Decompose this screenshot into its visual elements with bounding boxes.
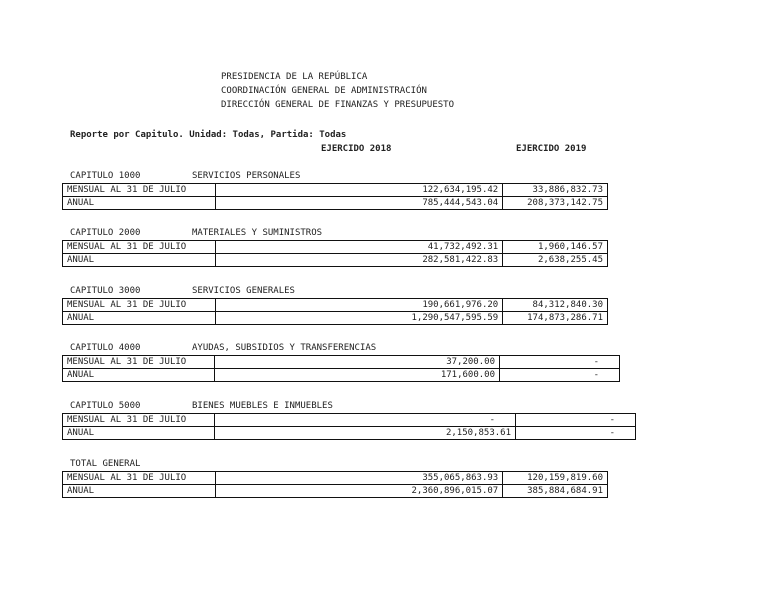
total-table — [62, 471, 608, 498]
value-2019: 208,373,142.75 — [503, 197, 608, 210]
table-row-annual — [63, 485, 608, 498]
chapter-section-2000 — [62, 227, 608, 267]
value-2018: 2,360,896,015.07 — [216, 485, 503, 498]
table-row-annual — [63, 312, 608, 325]
value-2018: 355,065,863.93 — [216, 472, 503, 485]
row-label: ANUAL — [63, 312, 216, 325]
table-row-annual — [63, 369, 620, 382]
value-2019: 2,638,255.45 — [503, 254, 608, 267]
value-2018: 785,444,543.04 — [216, 197, 503, 210]
value-2019: - — [516, 414, 636, 427]
value-2019: - — [500, 356, 620, 369]
row-label: MENSUAL AL 31 DE JULIO — [63, 414, 215, 427]
value-2018: - — [215, 414, 516, 427]
value-2019: - — [500, 369, 620, 382]
table-row-annual — [63, 427, 636, 440]
table-row-annual — [63, 254, 608, 267]
row-label: ANUAL — [63, 485, 216, 498]
chapter-name: BIENES MUEBLES E INMUEBLES — [192, 401, 333, 411]
chapter-table — [62, 240, 608, 267]
row-label: MENSUAL AL 31 DE JULIO — [63, 472, 216, 485]
value-2018: 122,634,195.42 — [216, 184, 503, 197]
value-2019: 33,886,832.73 — [503, 184, 608, 197]
table-row-monthly — [63, 414, 636, 427]
chapter-code: CAPITULO 1000 — [70, 171, 141, 181]
table-row-monthly — [63, 472, 608, 485]
value-2019: 174,873,286.71 — [503, 312, 608, 325]
total-label: TOTAL GENERAL — [70, 459, 141, 469]
column-header-2018: EJERCIDO 2018 — [321, 144, 392, 154]
header-line-direccion: DIRECCIÓN GENERAL DE FINANZAS Y PRESUPUESTO — [221, 100, 454, 110]
chapter-table — [62, 298, 608, 325]
value-2018: 1,290,547,595.59 — [216, 312, 503, 325]
header-line-coordinacion: COORDINACIÓN GENERAL DE ADMINISTRACIÓN — [221, 86, 427, 96]
chapter-code: CAPITULO 5000 — [70, 401, 141, 411]
value-2018: 171,600.00 — [215, 369, 500, 382]
chapter-name: AYUDAS, SUBSIDIOS Y TRANSFERENCIAS — [192, 343, 377, 353]
row-label: ANUAL — [63, 427, 215, 440]
chapter-table — [62, 183, 608, 210]
row-label: ANUAL — [63, 254, 216, 267]
document-header — [221, 71, 454, 113]
value-2018: 282,581,422.83 — [216, 254, 503, 267]
table-row-monthly — [63, 241, 608, 254]
chapter-name: SERVICIOS GENERALES — [192, 286, 295, 296]
chapter-section-5000 — [62, 400, 615, 440]
total-general-section — [62, 458, 608, 498]
column-header-2019: EJERCIDO 2019 — [516, 144, 587, 154]
value-2018: 2,150,853.61 — [215, 427, 516, 440]
row-label: ANUAL — [63, 197, 216, 210]
chapter-code: CAPITULO 4000 — [70, 343, 141, 353]
value-2019: 1,960,146.57 — [503, 241, 608, 254]
table-row-monthly — [63, 299, 608, 312]
row-label: MENSUAL AL 31 DE JULIO — [63, 356, 215, 369]
chapter-name: MATERIALES Y SUMINISTROS — [192, 228, 323, 238]
chapter-section-4000 — [62, 342, 608, 382]
value-2018: 190,661,976.20 — [216, 299, 503, 312]
row-label: ANUAL — [63, 369, 215, 382]
table-row-monthly — [63, 184, 608, 197]
table-row-monthly — [63, 356, 620, 369]
row-label: MENSUAL AL 31 DE JULIO — [63, 241, 216, 254]
value-2019: 84,312,840.30 — [503, 299, 608, 312]
value-2019: - — [516, 427, 636, 440]
chapter-table — [62, 413, 636, 440]
value-2019: 385,884,684.91 — [503, 485, 608, 498]
header-line-presidencia: PRESIDENCIA DE LA REPÚBLICA — [221, 72, 368, 82]
report-title: Reporte por Capitulo. Unidad: Todas, Partida: Todas — [70, 130, 347, 140]
chapter-section-3000 — [62, 285, 608, 325]
row-label: MENSUAL AL 31 DE JULIO — [63, 184, 216, 197]
value-2018: 41,732,492.31 — [216, 241, 503, 254]
chapter-code: CAPITULO 3000 — [70, 286, 141, 296]
row-label: MENSUAL AL 31 DE JULIO — [63, 299, 216, 312]
value-2019: 120,159,819.60 — [503, 472, 608, 485]
chapter-name: SERVICIOS PERSONALES — [192, 171, 301, 181]
chapter-table — [62, 355, 620, 382]
chapter-section-1000 — [62, 170, 608, 210]
table-row-annual — [63, 197, 608, 210]
value-2018: 37,200.00 — [215, 356, 500, 369]
chapter-code: CAPITULO 2000 — [70, 228, 141, 238]
